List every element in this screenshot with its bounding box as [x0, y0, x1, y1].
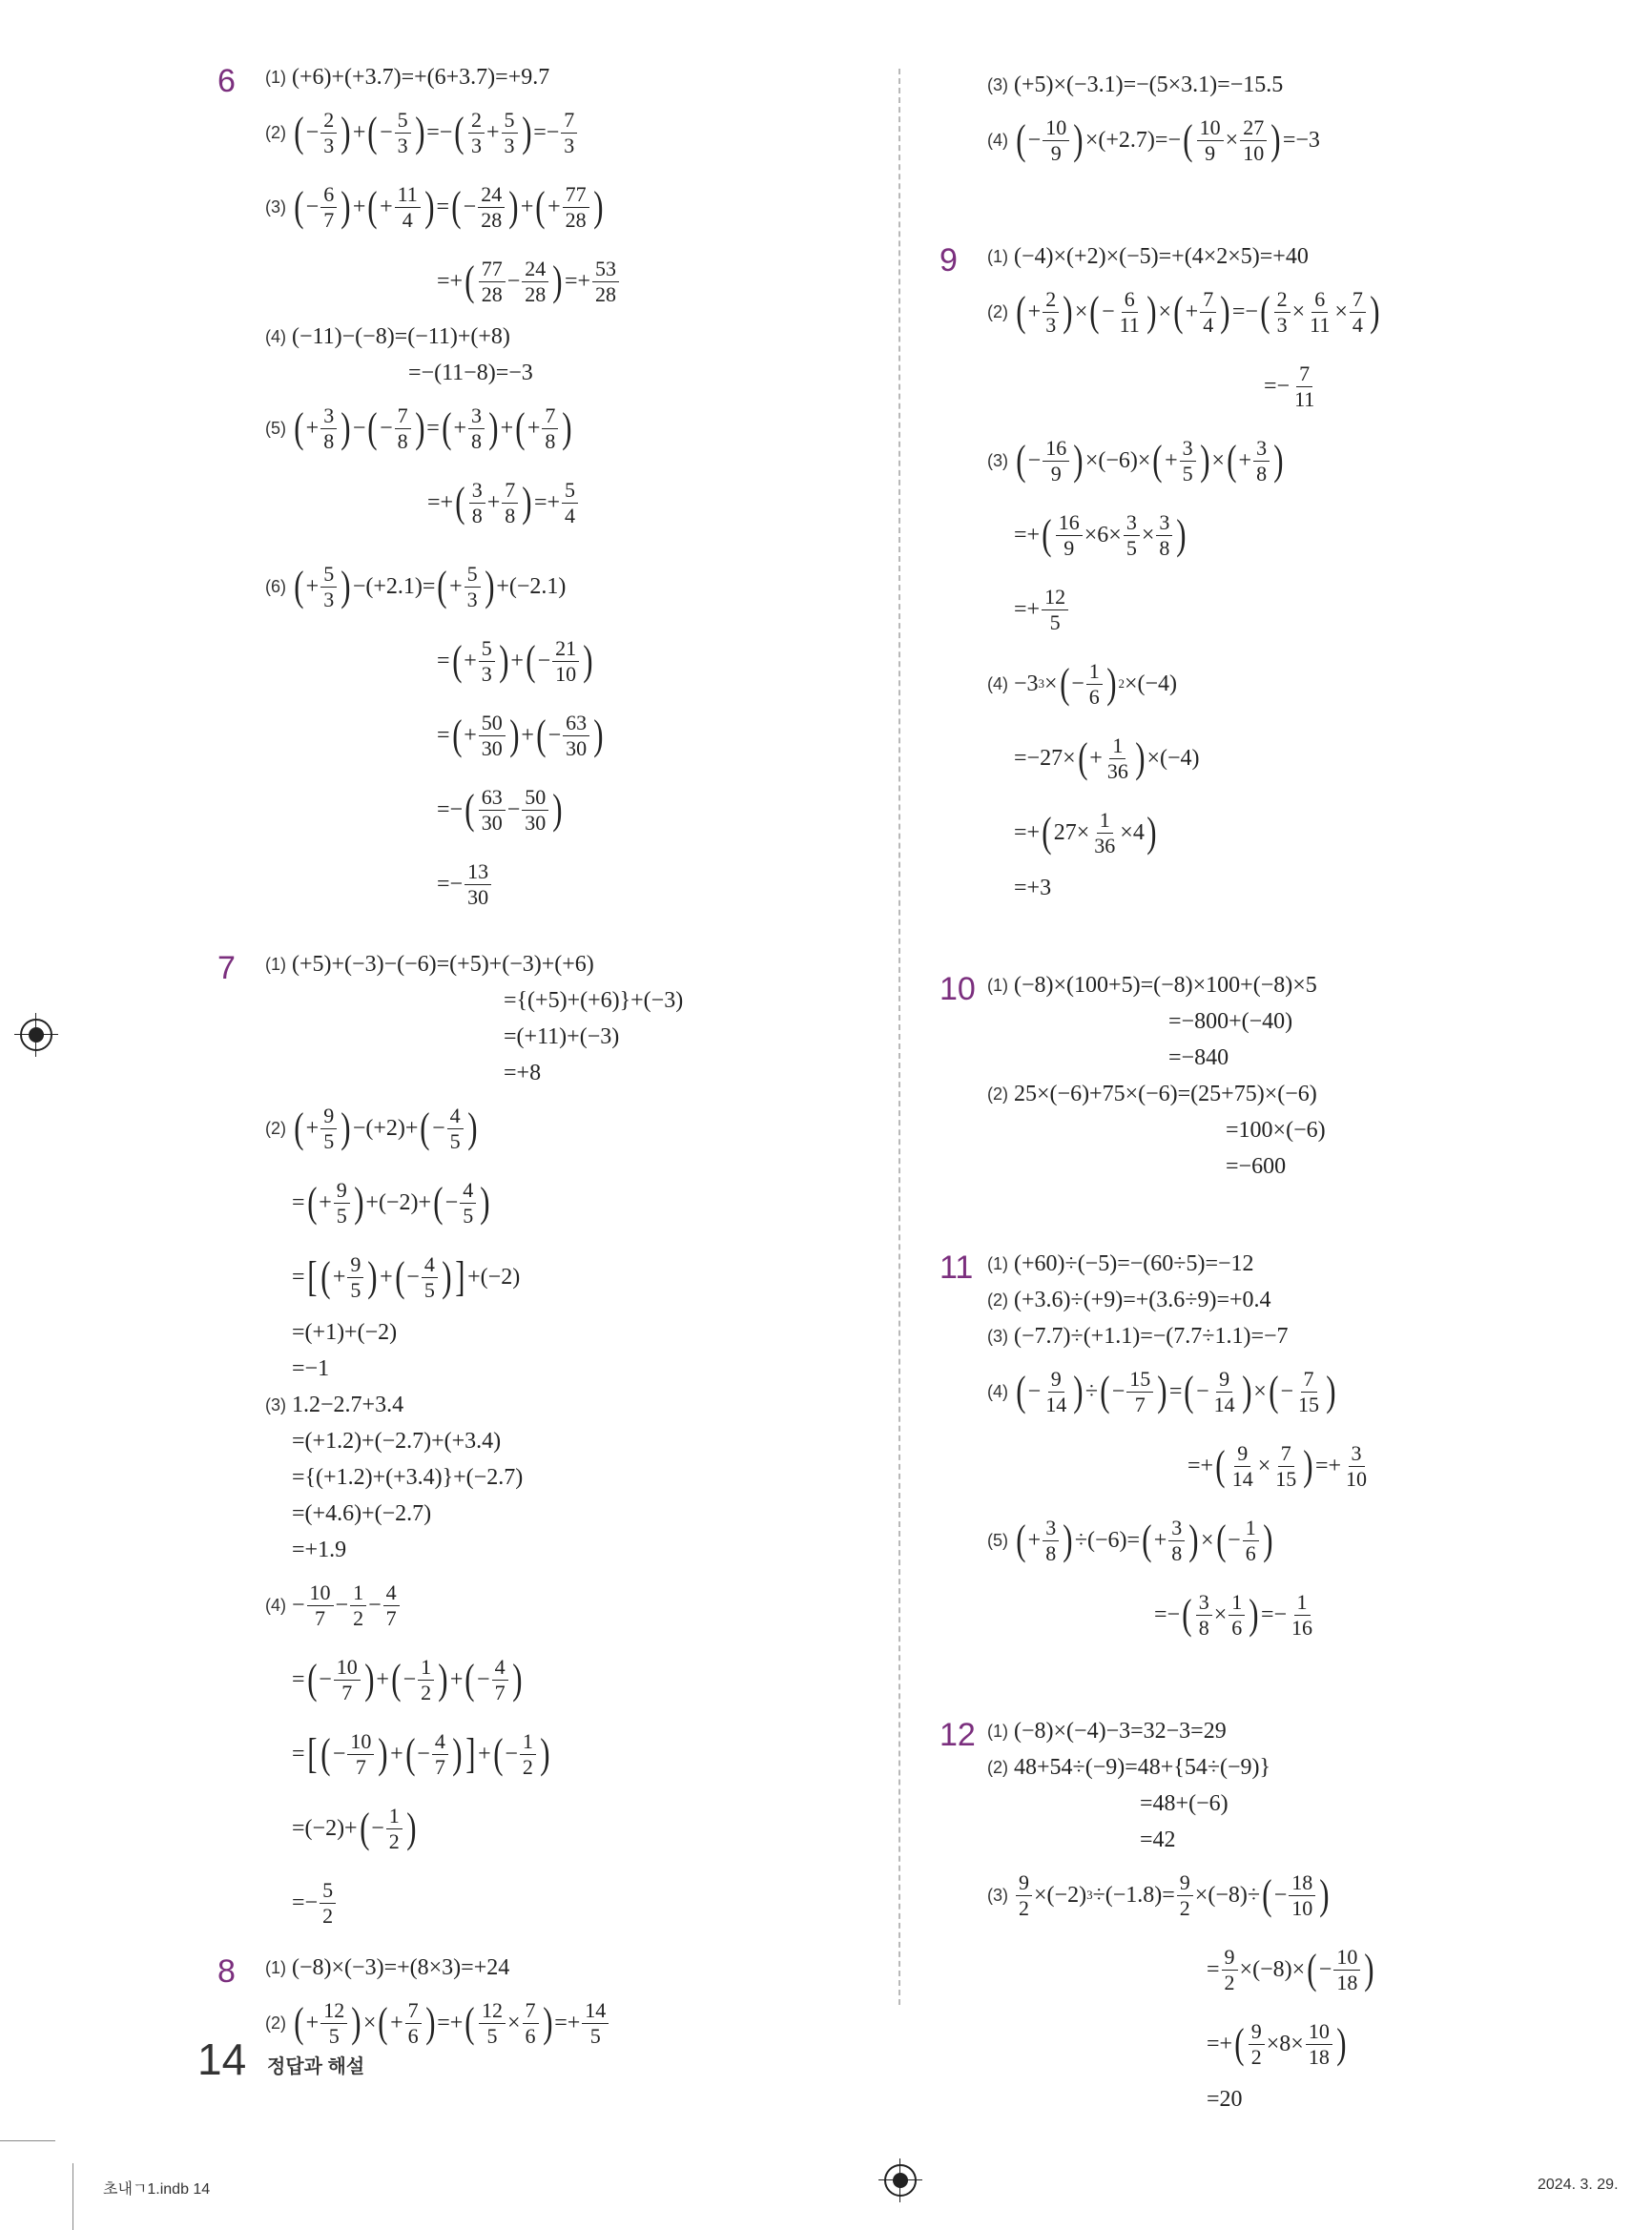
expression: =48+(−6) [1140, 1790, 1229, 1816]
expression: (+6)+(+3.7)=+(6+3.7)=+9.7 [292, 64, 550, 90]
problem-8 [217, 1950, 866, 2060]
print-date-label: 2024. 3. 29. [1538, 2177, 1619, 2193]
solution-line [987, 67, 1588, 103]
sub-label: (2) [265, 2013, 286, 2033]
solution-line [987, 967, 1588, 1003]
sub-label: (2) [987, 1290, 1008, 1310]
sub-label: (1) [987, 975, 1008, 995]
expression: (−8)×(100+5)=(−8)×100+(−8)×5 [1014, 972, 1317, 998]
solution-line [265, 59, 866, 95]
solution-line: =+ ( 16 9 ×6× 3 5 × 3 8 ) [1014, 509, 1187, 560]
sub-label: (3) [987, 1326, 1008, 1346]
expression: (−8)×(−4)−3=32−3=29 [1014, 1718, 1227, 1744]
registration-mark-icon [20, 1019, 52, 1051]
solution-line: (5) ( + 3 8 ) − ( − 7 8 ) = ( + 3 8 ) + ( + 7 8 ) [265, 403, 572, 453]
expression: =−840 [1168, 1044, 1229, 1070]
expression: =(+11)+(−3) [504, 1023, 620, 1049]
solution-line: (2) ( + 12 5 ) × ( + 7 6 ) =+ ( 12 5 × 7 6 ) =+ 14 5 [265, 1986, 866, 2060]
expression: =+1.9 [292, 1537, 347, 1562]
sub-label: (4) [987, 130, 1008, 150]
solution-line: (4) ( − 10 9 ) ×(+2.7)=− ( 10 9 × 27 10 ) =−3 [987, 114, 1320, 165]
crop-mark [72, 2163, 73, 2230]
sub-label: (4) [987, 673, 1008, 693]
solution-line [987, 1282, 1588, 1318]
expression: =20 [1207, 2086, 1243, 2112]
problem-11 [940, 1246, 1588, 1652]
solution-line: = [ ( + 9 5 ) + ( − 4 5 ) ] +(−2) [292, 1251, 521, 1302]
solution-line [987, 1749, 1588, 1786]
solution-line: (4) −3 3 × ( − 1 6 ) 2 ×(−4) [987, 658, 1178, 709]
solution-line [265, 1423, 866, 1459]
expression: =(+1.2)+(−2.7)+(+3.4) [292, 1428, 502, 1454]
problem-12 [940, 1713, 1588, 2117]
solution-line [265, 355, 866, 391]
solution-line: = 9 2 ×(−8)× ( − 10 18 ) [1207, 1944, 1374, 1994]
expression: =100×(−6) [1226, 1117, 1326, 1143]
solution-line: =+ ( 9 14 × 7 15 ) =+ 3 10 [1187, 1440, 1368, 1491]
solution-line [987, 1148, 1588, 1185]
expression: 48+54÷(−9)=48+{54÷(−9)} [1014, 1754, 1271, 1780]
solution-line: =− 7 11 [1264, 361, 1315, 411]
solution-line: =− 13 30 [265, 847, 866, 921]
solution-line [987, 1318, 1588, 1354]
solution-line [265, 319, 866, 355]
sub-label: (6) [265, 576, 286, 596]
sub-label: (1) [265, 1957, 286, 1977]
sub-label: (2) [987, 301, 1008, 321]
print-file-label: 초내ㄱ1.indb 14 [103, 2181, 211, 2198]
solution-line [987, 1112, 1588, 1148]
sub-label: (1) [987, 1253, 1008, 1273]
expression: =(+4.6)+(−2.7) [292, 1500, 432, 1526]
sub-label: (1) [265, 67, 286, 87]
solution-line: = ( − 10 7 ) + ( − 1 2 ) + ( − 4 7 ) [292, 1654, 523, 1704]
solution-line [265, 1532, 866, 1568]
footer-title: 정답과 해설 [267, 2056, 365, 2077]
sub-label: (2) [265, 1118, 286, 1138]
expression: =−800+(−40) [1168, 1008, 1293, 1034]
problem-number: 10 [940, 971, 976, 1007]
problem-9 [940, 238, 1588, 906]
solution-line [265, 982, 866, 1019]
solution-line: =+ ( 3 8 + 7 8 ) =+ 5 4 [265, 465, 866, 540]
sub-label: (3) [265, 196, 286, 217]
expression: =−1 [292, 1355, 330, 1381]
page-number: 14 [197, 2034, 247, 2084]
solution-line: (3) ( − 6 7 ) + ( + 11 4 ) = ( − 24 28 ) + ( + 77 28 ) [265, 181, 604, 232]
solution-line: =− ( 63 30 − 50 30 ) [437, 784, 563, 835]
solution-line: (4) − 10 7 − 1 2 − 4 7 [265, 1568, 866, 1642]
sub-label: (3) [987, 74, 1008, 94]
solution-line [987, 1786, 1588, 1822]
solution-line: =+ ( 77 28 − 24 28 ) =+ 53 28 [265, 244, 866, 319]
solution-line: = ( + 9 5 ) +(−2)+ ( − 4 5 ) [292, 1177, 490, 1228]
expression: =−600 [1226, 1153, 1287, 1179]
solution-line [265, 1019, 866, 1055]
solution-line: (2) ( + 9 5 ) −(+2)+ ( − 4 5 ) [265, 1103, 478, 1153]
problem-number: 7 [217, 950, 236, 986]
problem-7 [217, 946, 866, 1940]
solution-line [265, 1950, 866, 1986]
solution-line [265, 1055, 866, 1091]
solution-line: (5) ( + 3 8 ) ÷(−6)= ( + 3 8 ) × ( − 1 6 ) [987, 1515, 1273, 1565]
solution-line [265, 1496, 866, 1532]
solution-line: (2) ( − 2 3 ) + ( − 5 3 ) =− ( 2 3 + 5 3 ) =− 7 3 [265, 95, 866, 170]
registration-mark-icon [884, 2164, 917, 2197]
solution-line: =+ ( 9 2 ×8× 10 18 ) [1207, 2018, 1347, 2069]
sub-label: (2) [265, 122, 286, 142]
solution-line [265, 1387, 866, 1423]
expression: =(+1)+(−2) [292, 1319, 398, 1345]
solution-line [987, 1003, 1588, 1040]
sub-label: (3) [987, 450, 1008, 470]
sub-label: (1) [987, 246, 1008, 266]
expression: (−4)×(+2)×(−5)=+(4×2×5)=+40 [1014, 243, 1309, 269]
solution-line [987, 1076, 1588, 1112]
solution-line: =− 5 2 [265, 1866, 866, 1940]
sub-label: (5) [987, 1530, 1008, 1550]
problem-number: 6 [217, 63, 236, 99]
solution-line: (4) ( − 9 14 ) ÷ ( − 15 7 ) = ( − 9 14 ) × ( − 7 15 ) [987, 1366, 1336, 1416]
column-divider [898, 69, 900, 2005]
expression: =+3 [1014, 875, 1052, 900]
problem-8-continued [940, 67, 1588, 177]
solution-line: = [ ( − 10 7 ) + ( − 4 7 ) ] + ( − 1 2 ) [292, 1728, 550, 1779]
sub-label: (2) [987, 1757, 1008, 1777]
expression: =+8 [504, 1060, 542, 1085]
sub-label: (4) [265, 1595, 286, 1615]
solution-line [987, 1246, 1588, 1282]
problem-number: 12 [940, 1717, 976, 1753]
solution-line [265, 1351, 866, 1387]
solution-line: (3) ( − 16 9 ) ×(−6)× ( + 3 5 ) × ( + 3 8 ) [987, 435, 1284, 485]
expression: (+5)×(−3.1)=−(5×3.1)=−15.5 [1014, 72, 1284, 97]
sub-label: (1) [265, 954, 286, 974]
solution-line [987, 1713, 1588, 1749]
expression: ={(+1.2)+(+3.4)}+(−2.7) [292, 1464, 524, 1490]
solution-line [987, 1822, 1588, 1858]
problem-number: 9 [940, 242, 958, 279]
problem-10 [940, 967, 1588, 1185]
expression: (−11)−(−8)=(−11)+(+8) [292, 323, 510, 349]
solution-line: =− ( 3 8 × 1 6 ) =− 1 16 [1154, 1589, 1313, 1640]
solution-line: (6) ( + 5 3 ) −(+2.1)= ( + 5 3 ) +(−2.1) [265, 561, 567, 611]
problem-number: 11 [940, 1249, 974, 1286]
expression: (−8)×(−3)=+(8×3)=+24 [292, 1954, 510, 1980]
solution-line: =+ 12 5 [987, 572, 1588, 647]
solution-line [987, 2081, 1588, 2117]
right-column [940, 67, 1588, 2117]
solution-line [265, 946, 866, 982]
problem-number: 8 [217, 1953, 236, 1990]
sub-label: (2) [987, 1084, 1008, 1104]
expression: ={(+5)+(+6)}+(−3) [504, 987, 684, 1013]
expression: 1.2−2.7+3.4 [292, 1392, 404, 1417]
sub-label: (5) [265, 418, 286, 438]
sub-label: (3) [987, 1885, 1008, 1905]
expression: (+60)÷(−5)=−(60÷5)=−12 [1014, 1250, 1254, 1276]
solution-line: (2) ( + 2 3 ) × ( − 6 11 ) × ( + 7 4 ) =− ( 2 3 × 6 11 × 7 4 ) [987, 286, 1380, 337]
expression: 25×(−6)+75×(−6)=(25+75)×(−6) [1014, 1081, 1317, 1106]
solution-line: =−27× ( + 1 36 ) ×(−4) [1014, 733, 1200, 783]
solution-line [265, 1314, 866, 1351]
crop-mark [0, 2140, 55, 2141]
expression: (+5)+(−3)−(−6)=(+5)+(−3)+(+6) [292, 951, 594, 977]
solution-line: = ( + 50 30 ) + ( − 63 30 ) [437, 710, 604, 760]
sub-label: (3) [265, 1394, 286, 1414]
expression: (−7.7)÷(+1.1)=−(7.7÷1.1)=−7 [1014, 1323, 1289, 1349]
solution-line [987, 1040, 1588, 1076]
expression: =42 [1140, 1827, 1176, 1852]
solution-line [265, 1459, 866, 1496]
left-column [217, 59, 866, 2060]
expression: (+3.6)÷(+9)=+(3.6÷9)=+0.4 [1014, 1287, 1271, 1312]
solution-line: =(−2)+ ( − 1 2 ) [292, 1803, 417, 1853]
problem-6 [217, 59, 866, 921]
solution-line [987, 870, 1588, 906]
sub-label: (4) [987, 1381, 1008, 1401]
solution-line: = ( + 5 3 ) + ( − 21 10 ) [437, 635, 593, 686]
sub-label: (1) [987, 1721, 1008, 1741]
solution-line [987, 238, 1588, 275]
solution-line: =+ ( 27× 1 36 ×4 ) [1014, 807, 1157, 857]
expression: =−(11−8)=−3 [408, 360, 533, 385]
sub-label: (4) [265, 326, 286, 346]
solution-line: (3) 9 2 ×(−2) 3 ÷(−1.8)= 9 2 ×(−8)÷ ( − 18 10 ) [987, 1869, 1330, 1920]
